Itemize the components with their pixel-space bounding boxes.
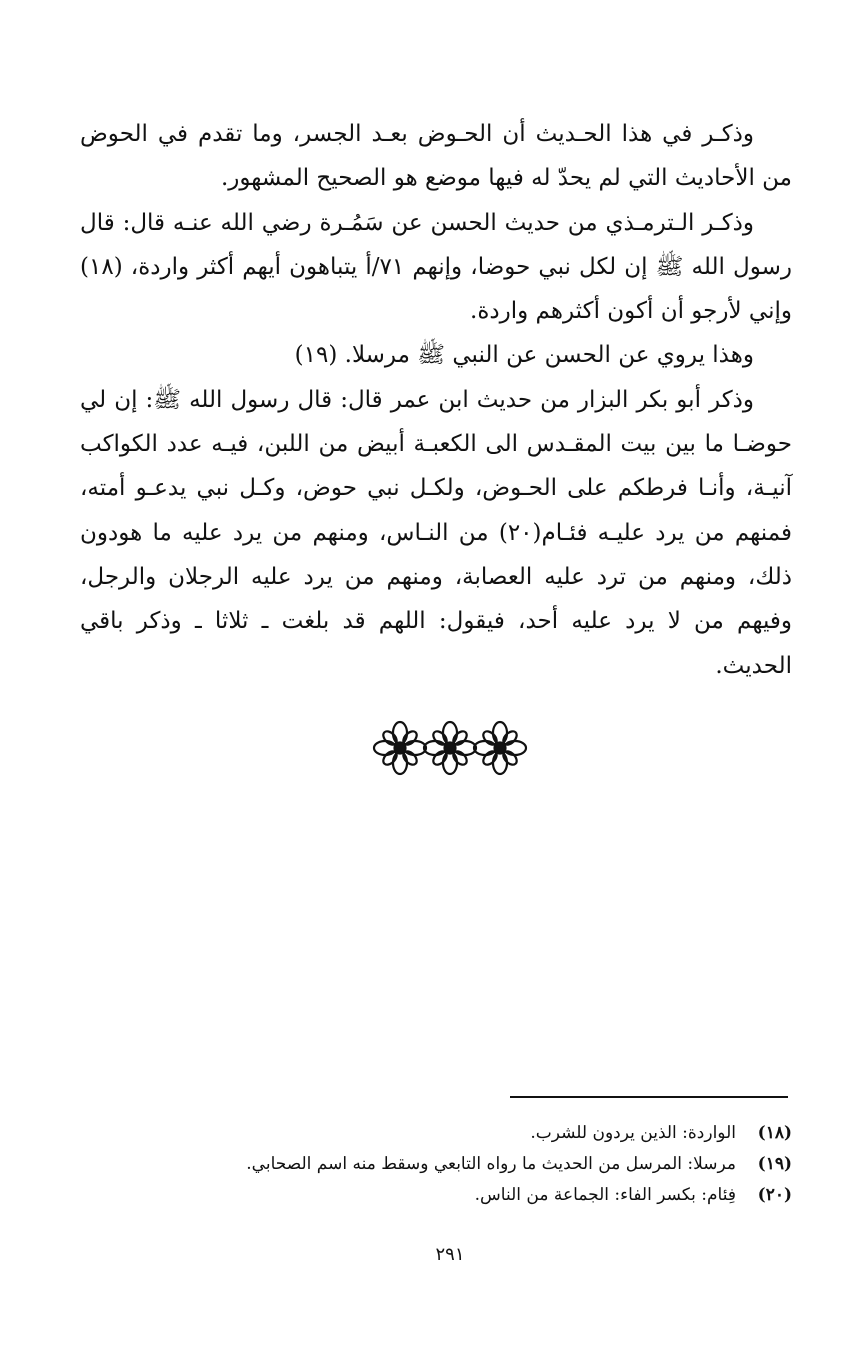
paragraph: وذكر أبو بكر البزار من حديث ابن عمر قال: قال رسول الله ﷺ: إن لي حوضـا ما بين بيت المقـدس الى الكعبـة أبيض من اللبن، فيـه عدد الكواكب آنيـة، وأنـا فرطكم على الحـوض، ولكـل نبي حوض، وكـل نبي يدعـو أمته، فمنهم من يرد عليـه فئـام(٢٠) من النـاس، ومنهم من يرد عليه ما هودون ذلك، ومنهم من ترد عليه العصابة، ومنهم من يرد عليه الرجلان والرجل، وفيهم من لا يرد عليه أحد، فيقول: اللهم قد بلغت ـ ثلاثا ـ وذكر باقي الحديث.: [80, 386, 792, 679]
footnote: [80, 1149, 792, 1180]
paragraph: وذكـر في هذا الحـديث أن الحـوض بعـد الجسر، وما تقدم في الحوض من الأحاديث التي لم يحدّ له فيها موضع هو الصحيح المشهور.: [80, 121, 792, 192]
triple-flower-ornament-icon: [370, 716, 530, 780]
footnote: [80, 1118, 792, 1149]
footnote-text: مرسلا: المرسل من الحديث ما رواه التابعي وسقط منه اسم الصحابي.: [246, 1154, 736, 1174]
footnote-number: (٢٠): [757, 1185, 792, 1205]
footnote-number: (١٨): [757, 1123, 792, 1143]
footnote-divider: [510, 1096, 788, 1098]
main-text: [80, 112, 792, 688]
footnote-text: فِئام: بكسر الفاء: الجماعة من الناس.: [474, 1185, 736, 1205]
page-number: ٢٩١: [435, 1244, 465, 1265]
footnote-number: (١٩): [757, 1154, 792, 1174]
paragraph: وهذا يروي عن الحسن عن النبي ﷺ مرسلا. (١٩): [294, 342, 754, 369]
footnotes: [80, 1118, 792, 1211]
footnote-text: الواردة: الذين يردون للشرب.: [530, 1123, 736, 1143]
footnote: [80, 1180, 792, 1211]
paragraph: وذكـر الـترمـذي من حديث الحسن عن سَمُـرة رضي الله عنـه قال: قال رسول الله ﷺ إن لكل نبي حوضا، وإنهم ٧١/أ يتباهون أيهم أكثر واردة، (١٨) وإني لأرجو أن أكون أكثرهم واردة.: [80, 209, 792, 325]
